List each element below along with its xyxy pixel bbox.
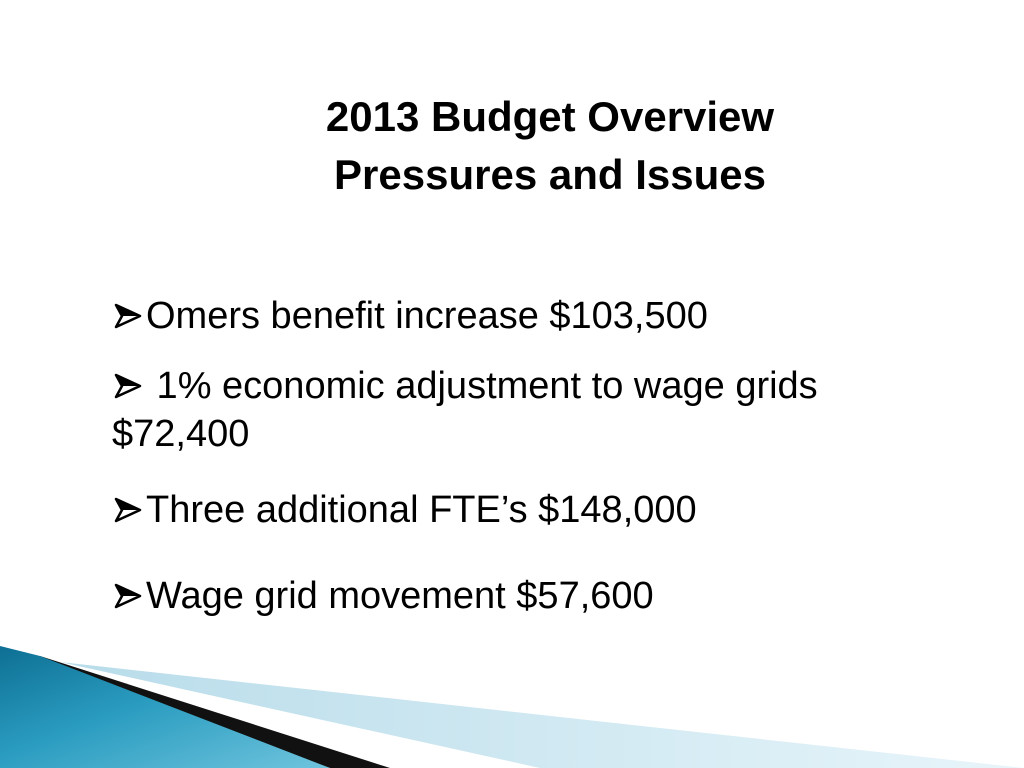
- bullet-text: 1% economic adjustment to wage grids: [146, 365, 818, 407]
- arrow-bullet-icon: [112, 301, 146, 331]
- bullet-text: Wage grid movement $57,600: [146, 575, 654, 617]
- bullet-text: Three additional FTE’s $148,000: [146, 489, 697, 531]
- bullet-item: [112, 572, 654, 620]
- bullet-item: [112, 362, 818, 458]
- title-line-2: Pressures and Issues: [334, 151, 766, 198]
- bullet-item: [112, 486, 697, 534]
- title-line-1: 2013 Budget Overview: [325, 93, 775, 140]
- bullet-item: [112, 292, 708, 340]
- arrow-bullet-icon: [112, 371, 146, 401]
- bullet-continuation: $72,400: [112, 413, 250, 455]
- arrow-bullet-icon: [112, 495, 146, 525]
- bullet-text: Omers benefit increase $103,500: [146, 295, 708, 337]
- slide-title: [220, 88, 880, 204]
- arrow-bullet-icon: [112, 581, 146, 611]
- decorative-swoosh: [0, 640, 1024, 768]
